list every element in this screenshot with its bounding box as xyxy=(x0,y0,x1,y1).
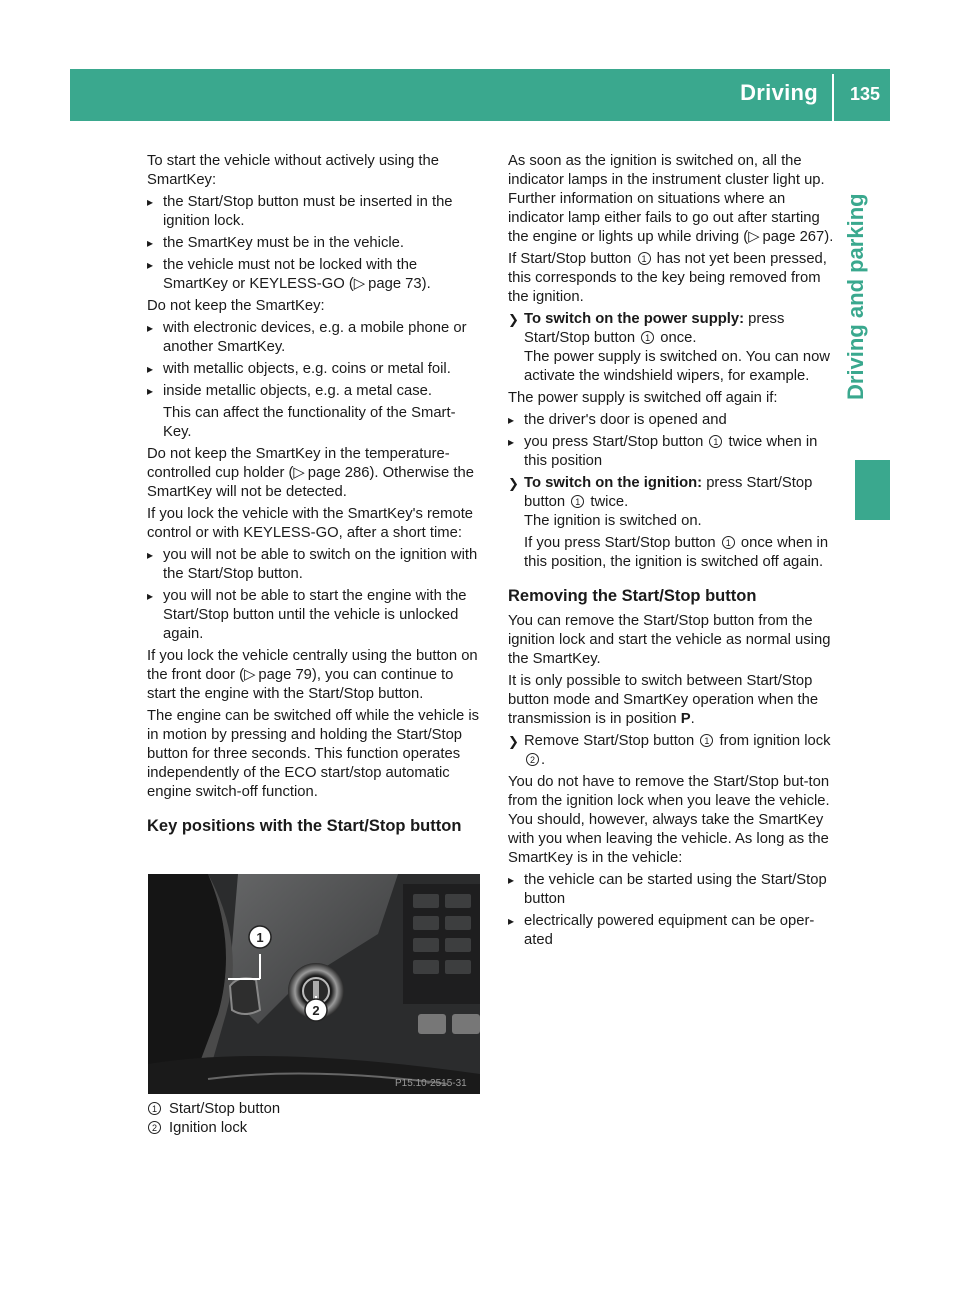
list-item-text: you will not be able to start the engine with the Start/Stop button until the vehicle is unlocked again. xyxy=(163,588,467,642)
callout-number: 1 xyxy=(709,435,722,448)
list-item xyxy=(147,546,480,584)
action-step xyxy=(508,310,841,386)
callout-number: 2 xyxy=(148,1121,161,1134)
ignition-illustration xyxy=(148,874,480,1094)
callout-number: 2 xyxy=(526,753,539,766)
paragraph: The power supply is switched off again if: xyxy=(508,390,778,406)
list-item xyxy=(508,912,841,950)
list-item-text: with metallic objects, e.g. coins or metal foil. xyxy=(163,361,451,377)
action-step xyxy=(508,474,841,531)
action-result: The ignition is switched on. xyxy=(524,513,702,529)
note xyxy=(508,534,841,572)
list-item xyxy=(147,587,480,644)
text: from ignition lock xyxy=(715,733,831,749)
page-ref-link[interactable]: page 73 xyxy=(368,276,422,292)
list-item-text: electrically powered equipment can be oper-ated xyxy=(524,913,815,948)
callout-number: 1 xyxy=(722,536,735,549)
side-tab-label: Driving and parking xyxy=(843,193,868,400)
action-result: The power supply is switched on. You can now activate the windshield wipers, for example. xyxy=(524,349,830,384)
list-item xyxy=(147,256,480,294)
action-arrow-icon: ❯ xyxy=(508,734,519,749)
text: has not yet been pressed, this corresponds to the key being removed from the ignition. xyxy=(508,251,827,305)
paragraph xyxy=(508,152,841,247)
caption-item xyxy=(148,1119,478,1138)
header-divider xyxy=(832,74,834,121)
list-item-text: ). xyxy=(421,276,431,292)
text: once when in this position, the ignition is switched off again. xyxy=(524,535,829,570)
list-item xyxy=(147,360,480,379)
text: ). Otherwise the SmartKey will not be detected. xyxy=(147,465,474,500)
callout-number: 1 xyxy=(641,331,654,344)
caption-item xyxy=(148,1100,478,1119)
text: once. xyxy=(656,330,697,346)
list-item-text: the SmartKey must be in the vehicle. xyxy=(163,235,404,251)
page-ref-arrow-icon: ▷ xyxy=(353,276,366,292)
callout-number: 1 xyxy=(148,1102,161,1115)
list-item-text: you will not be able to switch on the ignition with the Start/Stop button. xyxy=(163,547,478,582)
caption-text: Start/Stop button xyxy=(169,1101,281,1117)
page-number: 135 xyxy=(849,84,881,104)
paragraph xyxy=(508,250,841,307)
callout-number: 1 xyxy=(700,734,713,747)
paragraph: Do not keep the SmartKey: xyxy=(147,298,325,314)
figure-caption xyxy=(148,1100,478,1138)
text: press Start/Stop button xyxy=(524,475,813,510)
figure-callout: 1 xyxy=(256,930,264,945)
list-item-text: inside metallic objects, e.g. a metal case. xyxy=(163,383,432,399)
text: If you press Start/Stop button xyxy=(524,535,720,551)
text: ), you can continue to start the engine with the Start/Stop button. xyxy=(147,667,454,702)
callout-number: 1 xyxy=(571,495,584,508)
text: As soon as the ignition is switched on, all the indicator lamps in the instrument cluster light up. Further information on situations where an indicator lamp either fails to go out after starting the engine or lights up while driving ( xyxy=(508,153,825,245)
list-item xyxy=(147,234,480,253)
page-ref-link[interactable]: page 79 xyxy=(258,667,312,683)
list-item-text: the Start/Stop button must be inserted in the ignition lock. xyxy=(163,194,453,229)
paragraph: You can remove the Start/Stop button from the ignition lock and start the vehicle as normal using the SmartKey. xyxy=(508,613,831,667)
paragraph: To start the vehicle without actively using the SmartKey: xyxy=(147,153,439,188)
action-label: To switch on the ignition: xyxy=(524,475,703,491)
list-item xyxy=(508,433,841,471)
text: If you lock the vehicle centrally using the button on the front door ( xyxy=(147,648,478,683)
list-item-text: with electronic devices, e.g. a mobile phone or another SmartKey. xyxy=(163,320,467,355)
ignition-figure xyxy=(148,874,480,1094)
action-arrow-icon: ❯ xyxy=(508,476,519,491)
page-ref-arrow-icon: ▷ xyxy=(748,229,760,245)
list-item-text: the vehicle can be started using the Start/Stop button xyxy=(524,872,827,907)
section-heading: Key positions with the Start/Stop button xyxy=(147,817,462,835)
page-ref-arrow-icon: ▷ xyxy=(244,667,256,683)
left-column xyxy=(147,152,480,842)
paragraph: The engine can be switched off while the vehicle is in motion by pressing and holding the Start/Stop button for three seconds. This function operates independently of the ECO start/stop automatic engine switch-off function. xyxy=(147,708,480,800)
figure-code: P15.10-2515-31 xyxy=(395,1078,467,1089)
action-arrow-icon: ❯ xyxy=(508,312,519,327)
action-step xyxy=(508,732,841,770)
text: Remove Start/Stop button xyxy=(524,733,699,749)
callout-number: 1 xyxy=(638,252,651,265)
paragraph: You do not have to remove the Start/Stop but-ton from the ignition lock when you leave the vehicle. You should, however, always take the SmartKey with you when leaving the vehicle. As long as the SmartKey is in the vehicle: xyxy=(508,774,830,866)
text: Do not keep the SmartKey in the temperature-controlled cup holder ( xyxy=(147,446,450,481)
note: This can affect the functionality of the Smart-Key. xyxy=(163,405,456,440)
text: It is only possible to switch between Start/Stop button mode and SmartKey operation when the transmission is in position xyxy=(508,673,819,727)
list-item xyxy=(147,319,480,357)
text: . xyxy=(541,752,546,768)
section-heading: Removing the Start/Stop button xyxy=(508,587,757,605)
text: press Start/Stop button xyxy=(524,311,785,346)
list-item xyxy=(508,871,841,909)
page-ref-link[interactable]: page 286 xyxy=(307,465,370,481)
list-item-text: the driver's door is opened and xyxy=(524,412,727,428)
page-ref-link[interactable]: page 267 xyxy=(762,229,825,245)
text: If Start/Stop button xyxy=(508,251,636,267)
paragraph xyxy=(147,445,480,502)
paragraph xyxy=(147,647,480,704)
page-ref-arrow-icon: ▷ xyxy=(293,465,305,481)
caption-text: Ignition lock xyxy=(169,1120,248,1136)
list-item xyxy=(508,411,841,430)
section-title: Driving xyxy=(740,80,818,105)
action-label: To switch on the power supply: xyxy=(524,311,745,327)
list-item-text: the vehicle must not be locked with the SmartKey or KEYLESS-GO ( xyxy=(163,257,418,292)
list-item xyxy=(147,382,480,401)
gear-position: P xyxy=(680,711,691,727)
list-item-text: you press Start/Stop button xyxy=(524,434,708,450)
list-item xyxy=(147,193,480,231)
list-item-text: twice when in this position xyxy=(524,434,818,469)
figure-callout: 2 xyxy=(312,1003,320,1018)
paragraph: If you lock the vehicle with the SmartKey's remote control or with KEYLESS-GO, after a short time: xyxy=(147,506,474,541)
text: ). xyxy=(824,229,834,245)
right-column xyxy=(508,152,841,953)
paragraph xyxy=(508,672,841,729)
text: twice. xyxy=(586,494,629,510)
side-tab-marker xyxy=(855,460,890,520)
text: . xyxy=(690,711,695,727)
